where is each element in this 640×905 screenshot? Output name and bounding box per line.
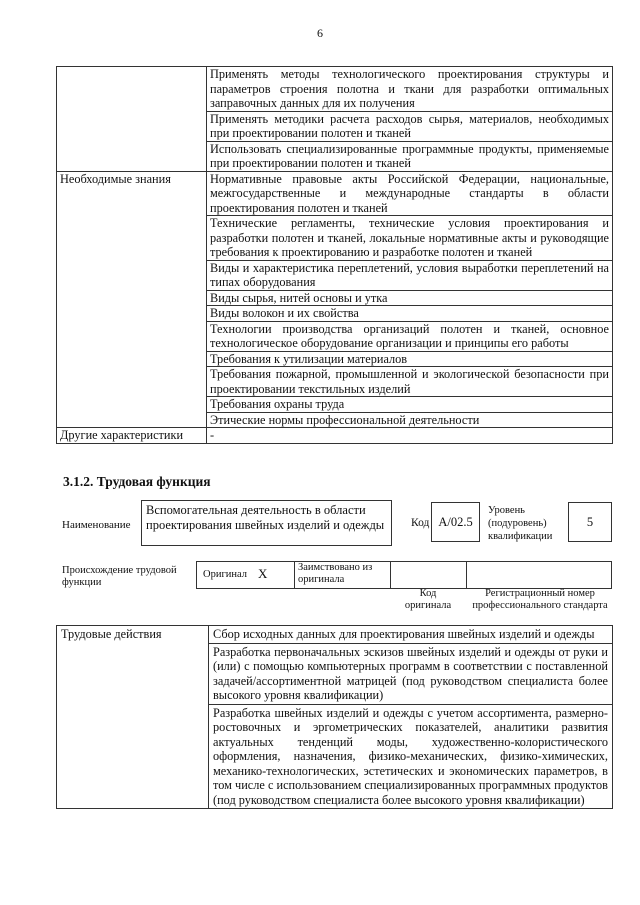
row-label-actions: Трудовые действия [57,626,209,809]
origin-divider [390,561,391,589]
table-row [57,171,613,216]
table-row [57,428,613,444]
page-number: 6 [317,26,323,40]
origin-label: Происхождение трудовой функции [62,565,177,588]
table-cell: Применять методики расчета расходов сырья, материалов, необходимых при проектировании полотен и тканей [207,111,613,141]
code-caption: Код оригинала [404,588,452,611]
table-cell: Требования охраны труда [207,397,613,413]
original-label: Оригинал [203,569,247,580]
row-label [57,67,207,172]
function-name-value: Вспомогательная деятельность в области проектирования швейных изделий и одежды [141,500,392,546]
table-cell: Разработка первоначальных эскизов швейных изделий и одежды от руки и (или) с помощью компьютерных программ в соответствии с поставленной задачей/ассортиментной матрицей (под руководством специалиста более высокого уровня квалификации) [209,643,613,704]
table-cell: Технологии производства организаций полотен и тканей, основное технологическое оборудование организации и принципы его работы [207,321,613,351]
skills-knowledge-table [56,66,613,444]
name-label: Наименование [62,519,131,531]
row-label-knowledge: Необходимые знания [57,171,207,428]
borrowed-label: Заимствовано из оригинала [298,562,373,585]
table-cell: Использовать специализированные программные продукты, применяемые при проектировании полотен и тканей [207,141,613,171]
origin-divider [294,561,295,589]
table-cell: Требования пожарной, промышленной и экологической безопасности при проектировании текстильных изделий [207,367,613,397]
origin-divider [466,561,467,589]
code-label: Код [411,517,430,529]
code-value: А/02.5 [431,502,480,542]
table-cell: Этические нормы профессиональной деятельности [207,412,613,428]
original-mark: X [258,566,268,581]
table-cell: Нормативные правовые акты Российской Федерации, национальные, межгосударственные и международные стандарты в области проектирования полотен и тканей [207,171,613,216]
table-cell: Виды сырья, нитей основы и утка [207,290,613,306]
table-cell: Разработка швейных изделий и одежды с учетом ассортимента, размерно-ростовочных и эргометрических показателей, аналитики развития актуальных тенденций моды, художественно-колористического оформления, назначения, физико-механических, физико-химических, механико-технологических, эстетических и экономических параметров, в том числе с использованием специализированных программных продуктов (под руководством специалиста более высокого уровня квалификации) [209,704,613,809]
table-row [57,67,613,112]
table-cell: Сбор исходных данных для проектирования швейных изделий и одежды [209,626,613,644]
table-cell: Применять методы технологического проектирования структуры и параметров строения полотна и ткани для разработки оптимальных заправочных данных для их получения [207,67,613,112]
level-value: 5 [568,502,612,542]
table-cell: Требования к утилизации материалов [207,351,613,367]
table-cell: Виды и характеристика переплетений, условия выработки переплетений на типах оборудования [207,260,613,290]
labor-actions-table [56,625,613,809]
table-cell: Виды волокон и их свойства [207,306,613,322]
table-cell: - [207,428,613,444]
table-row [57,626,613,644]
row-label-other: Другие характеристики [57,428,207,444]
section-title: 3.1.2. Трудовая функция [63,474,211,489]
level-label: Уровень (подуровень) квалификации [488,505,553,542]
table-cell: Технические регламенты, технические условия проектирования и разработки полотен и тканей, локальные нормативные акты и руководящие требования к проектированию и разработке полотен и тканей [207,216,613,261]
reg-caption: Регистрационный номер профессионального стандарта [472,588,608,611]
